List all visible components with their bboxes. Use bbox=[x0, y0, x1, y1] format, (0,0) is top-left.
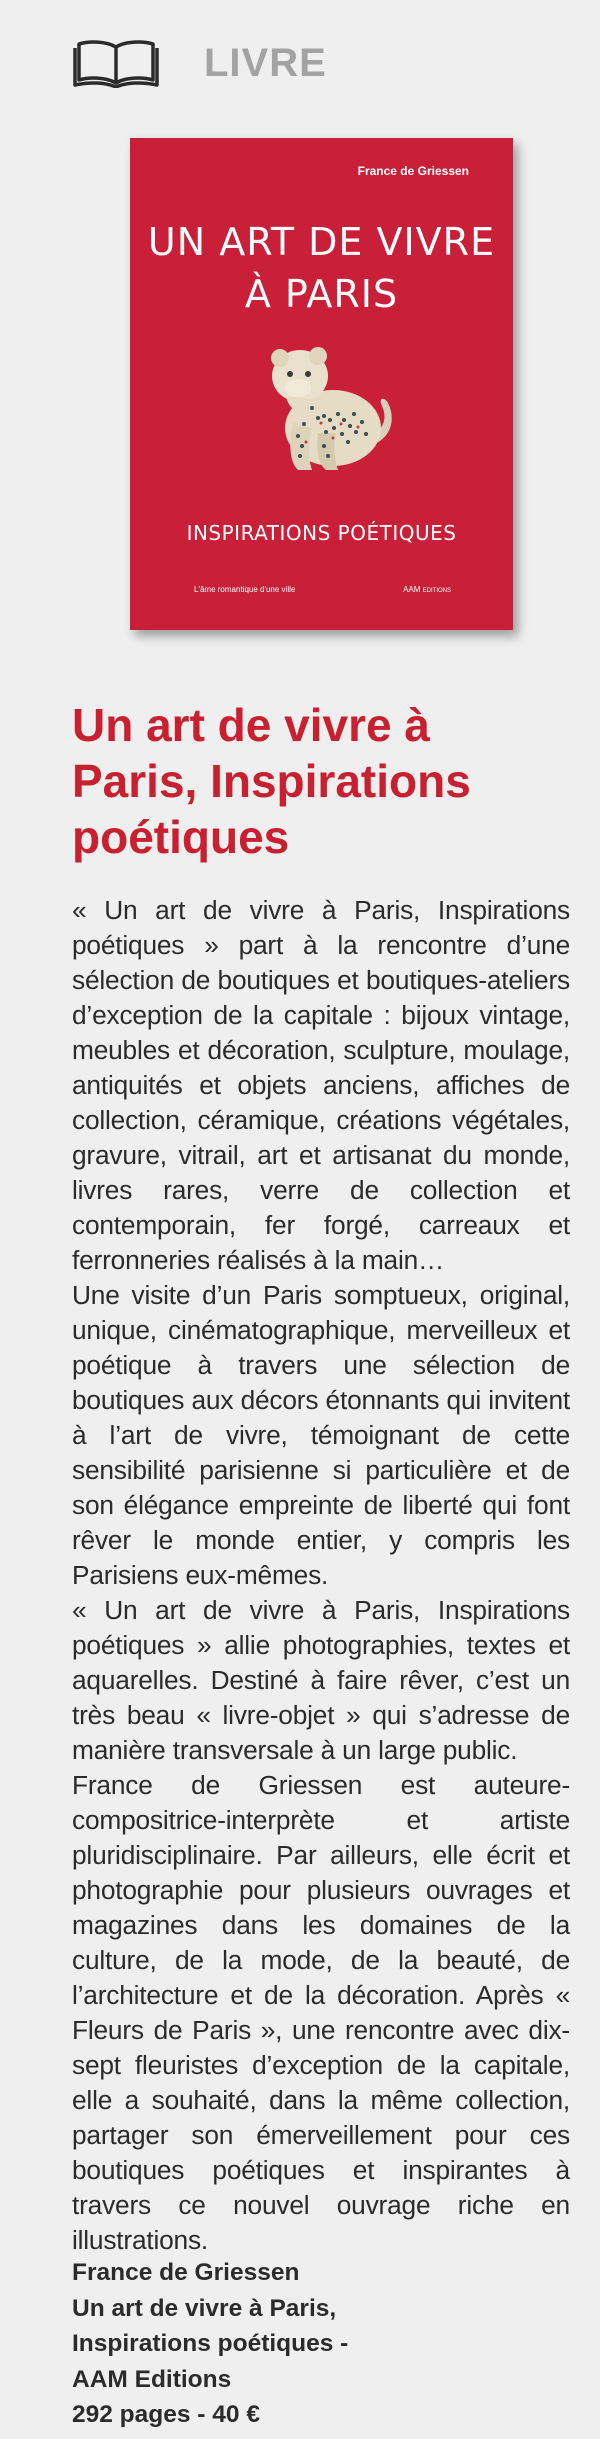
cover-subtitle: INSPIRATIONS POÉTIQUES bbox=[186, 521, 457, 545]
credits-title-line1: Un art de vivre à Paris, bbox=[72, 2294, 337, 2322]
cover-publisher-suffix: EDITIONS bbox=[422, 588, 451, 594]
leopard-figurine-illustration bbox=[238, 328, 408, 478]
cover-publisher-name: AAM bbox=[403, 585, 421, 594]
article-title: Un art de vivre à Paris, Inspirations poétiques bbox=[72, 699, 471, 863]
cover-title-line2: À PARIS bbox=[244, 272, 399, 316]
cover-author: France de Griessen bbox=[357, 164, 469, 178]
article-paragraph: « Un art de vivre à Paris, Inspirations poétiques » part à la rencontre d’une sélection de boutiques et boutiques-ateliers d’exception de la capitale : bijoux vintage, meubles et décoration, sculpture, moulage, antiquités et objets anciens, affiches de collection, céramique, créations végétales, gravure, vitrail, art et artisanat du monde, livres rares, verre de collection et contemporain, fer forgé, carreaux et ferronneries réalisés à la main… bbox=[72, 895, 570, 1275]
article-paragraph: Une visite d’un Paris somptueux, original, unique, cinématographique, merveilleux et poétique à travers une sélection de boutiques aux décors étonnants qui invitent à l’art de vivre, témoignant de cette sensibilité parisienne si particulière et de son élégance empreinte de liberté qui font rêver le monde entier, y compris les Parisiens eux-mêmes. bbox=[72, 1280, 570, 1590]
credits-publisher: AAM Editions bbox=[72, 2365, 232, 2393]
book-credits bbox=[72, 2255, 562, 2433]
cover-tagline: L'âme romantique d'une ville bbox=[194, 585, 296, 594]
article-body bbox=[72, 893, 570, 2258]
book-cover bbox=[130, 138, 513, 630]
open-book-icon bbox=[73, 38, 159, 88]
section-header bbox=[73, 38, 327, 88]
article-paragraph: « Un art de vivre à Paris, Inspirations poétiques » allie photographies, textes et aquarelles. Destiné à faire rêver, c’est un très beau « livre-objet » qui s’adresse de manière transversale à un large public. bbox=[72, 1595, 570, 1765]
cover-publisher bbox=[403, 585, 451, 594]
section-label: LIVRE bbox=[204, 40, 327, 85]
credits-details: 292 pages - 40 € bbox=[72, 2401, 260, 2428]
credits-author: France de Griessen bbox=[72, 2259, 300, 2286]
article-paragraph: France de Griessen est auteure-compositrice-interprète et artiste pluridisciplinaire. Par ailleurs, elle écrit et photographie pour plusieurs ouvrages et magazines dans les domaines de la culture, de la mode, de la beauté, de l’architecture et de la décoration. Après « Fleurs de Paris », une rencontre avec dix-sept fleuristes d’exception de la capitale, elle a souhaité, dans la même collection, partager son émerveillement pour ces boutiques poétiques et inspirantes à travers ce nouvel ouvrage riche en illustrations. bbox=[72, 1770, 570, 2255]
cover-title bbox=[130, 216, 513, 320]
credits-title-line2: Inspirations poétiques - bbox=[72, 2330, 349, 2357]
cover-title-line1: UN ART DE VIVRE bbox=[147, 220, 496, 264]
